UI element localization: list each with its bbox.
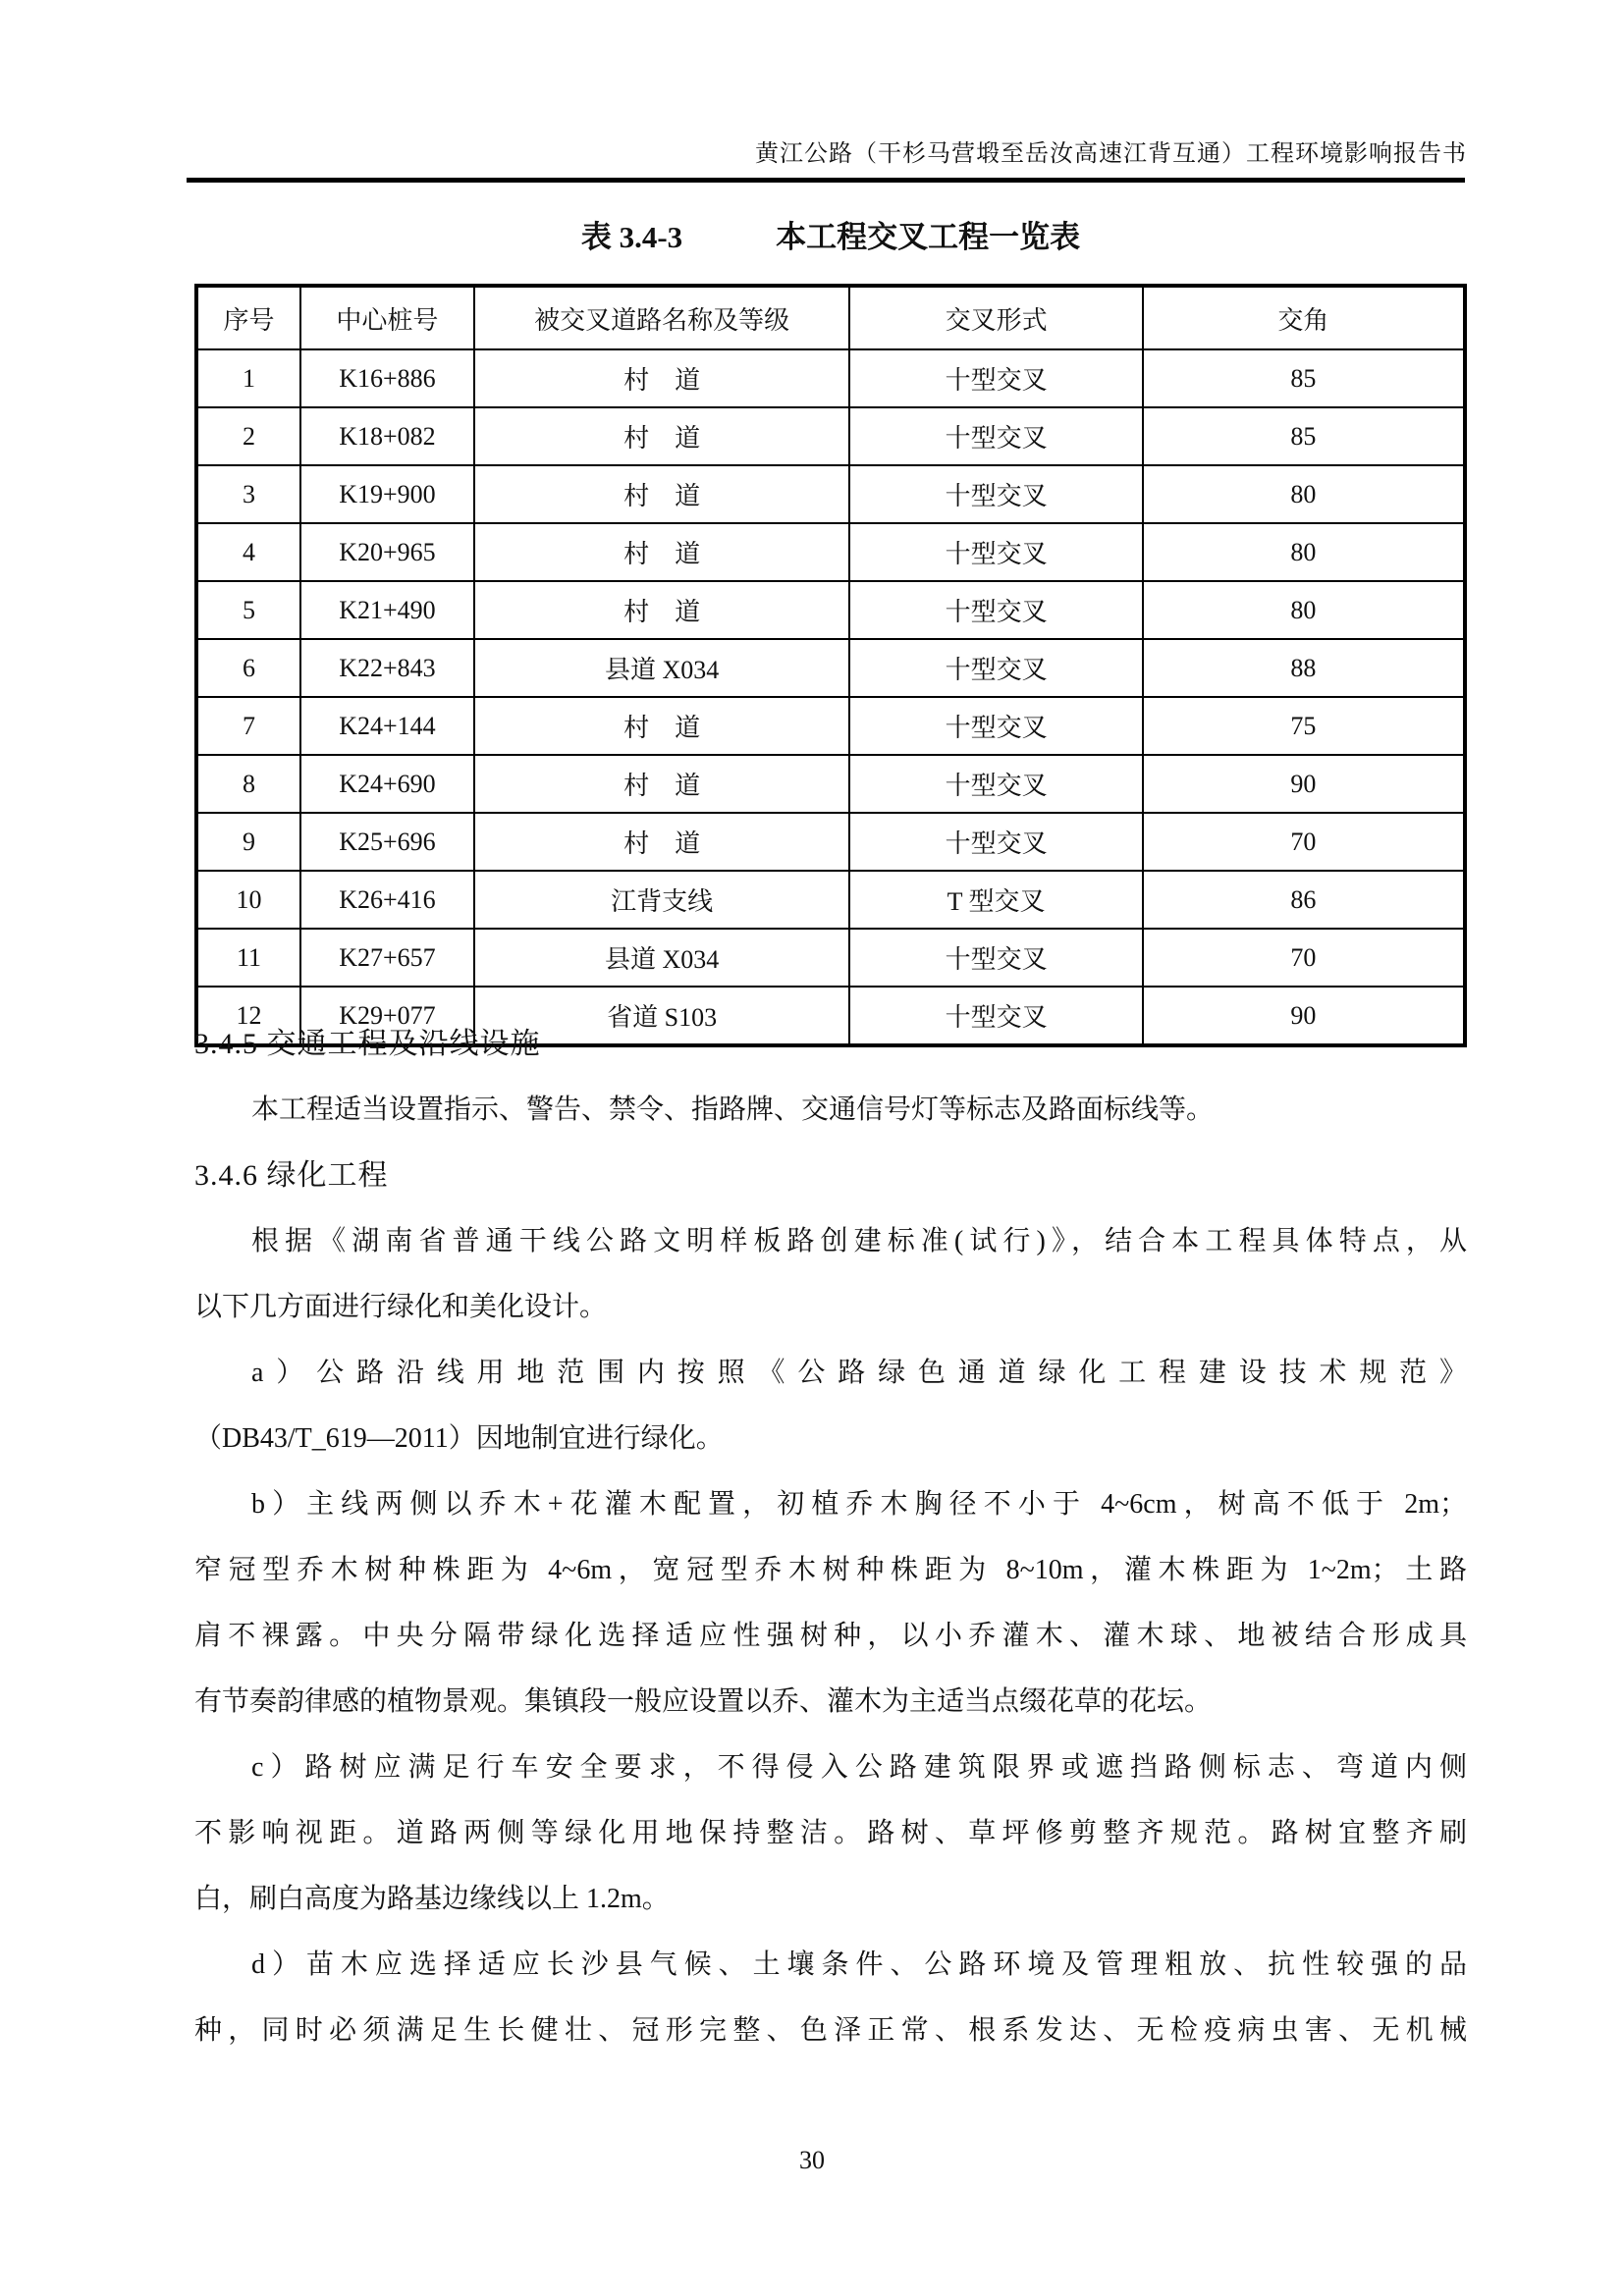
table-cell: 70 — [1143, 929, 1465, 987]
table-header-row — [196, 286, 1465, 349]
table-cell: K18+082 — [300, 407, 474, 465]
section-heading: 3.4.5 交通工程及沿线设施 — [194, 1028, 541, 1060]
paragraph-line: a）公路沿线用地范围内按照《公路绿色通道绿化工程建设技术规范》 — [251, 1358, 1467, 1388]
table-cell: K16+886 — [300, 349, 474, 407]
table-row — [196, 813, 1465, 871]
table-row — [196, 639, 1465, 697]
table-cell: 10 — [196, 871, 300, 929]
table-cell: 省道 S103 — [474, 987, 849, 1045]
table-cell: 12 — [196, 987, 300, 1045]
table-cell: 8 — [196, 755, 300, 813]
table-cell: 村 道 — [474, 755, 849, 813]
table-cell: K19+900 — [300, 465, 474, 523]
table-row — [196, 407, 1465, 465]
table-cell: 9 — [196, 813, 300, 871]
table-cell: 80 — [1143, 581, 1465, 639]
table-cell: K29+077 — [300, 987, 474, 1045]
table-cell: 75 — [1143, 697, 1465, 755]
column-header: 交叉形式 — [849, 286, 1142, 349]
table-cell: K25+696 — [300, 813, 474, 871]
table-cell: 村 道 — [474, 523, 849, 581]
table-cell: 11 — [196, 929, 300, 987]
table-cell: 7 — [196, 697, 300, 755]
table-cell: 80 — [1143, 523, 1465, 581]
table-cell: 十型交叉 — [849, 465, 1142, 523]
paragraph-line: 不影响视距。道路两侧等绿化用地保持整洁。路树、草坪修剪整齐规范。路树宜整齐刷 — [194, 1818, 1467, 1848]
table-cell: 4 — [196, 523, 300, 581]
table-caption-label: 表 3.4-3 — [580, 220, 683, 254]
table-cell: K26+416 — [300, 871, 474, 929]
table-cell: 县道 X034 — [474, 929, 849, 987]
running-header: 黄江公路（干杉马营塅至岳汝高速江背互通）工程环境影响报告书 — [755, 141, 1467, 167]
table-cell: 村 道 — [474, 581, 849, 639]
table-cell: 90 — [1143, 987, 1465, 1045]
table-cell: K21+490 — [300, 581, 474, 639]
table-cell: 1 — [196, 349, 300, 407]
table-cell: K24+144 — [300, 697, 474, 755]
table-row — [196, 871, 1465, 929]
table-cell: 村 道 — [474, 813, 849, 871]
page-number: 30 — [799, 2146, 825, 2174]
header-rule — [187, 178, 1465, 183]
table-cell: 86 — [1143, 871, 1465, 929]
table-row — [196, 523, 1465, 581]
table-cell: 85 — [1143, 407, 1465, 465]
table-cell: 十型交叉 — [849, 755, 1142, 813]
paragraph-line: 肩不裸露。中央分隔带绿化选择适应性强树种，以小乔灌木、灌木球、地被结合形成具 — [194, 1621, 1467, 1651]
table-cell: K22+843 — [300, 639, 474, 697]
table-cell: 6 — [196, 639, 300, 697]
table-caption — [194, 212, 1467, 256]
table-row — [196, 697, 1465, 755]
table-head — [196, 286, 1465, 349]
table-cell: 十型交叉 — [849, 929, 1142, 987]
table-cell: 江背支线 — [474, 871, 849, 929]
paragraph-line: 以下几方面进行绿化和美化设计。 — [194, 1292, 608, 1322]
paragraph-line: 白，刷白高度为路基边缘线以上 1.2m。 — [194, 1884, 670, 1914]
table-cell: T 型交叉 — [849, 871, 1142, 929]
section-heading: 3.4.6 绿化工程 — [194, 1159, 389, 1192]
paragraph-line: b）主线两侧以乔木+花灌木配置，初植乔木胸径不小于 4~6cm，树高不低于 2m； — [251, 1489, 1467, 1520]
table-cell: 十型交叉 — [849, 987, 1142, 1045]
column-header: 被交叉道路名称及等级 — [474, 286, 849, 349]
paragraph-line: 种，同时必须满足生长健壮、冠形完整、色泽正常、根系发达、无检疫病虫害、无机械 — [194, 2015, 1467, 2046]
column-header: 交角 — [1143, 286, 1465, 349]
table-body — [196, 349, 1465, 1045]
table-cell: 十型交叉 — [849, 349, 1142, 407]
table-row — [196, 581, 1465, 639]
table-cell: K24+690 — [300, 755, 474, 813]
table-cell: 村 道 — [474, 465, 849, 523]
column-header: 中心桩号 — [300, 286, 474, 349]
paragraph-line: （DB43/T_619—2011）因地制宜进行绿化。 — [194, 1423, 724, 1454]
table-cell: 十型交叉 — [849, 697, 1142, 755]
table-cell: K27+657 — [300, 929, 474, 987]
table-cell: K20+965 — [300, 523, 474, 581]
paragraph-line: 有节奏韵律感的植物景观。集镇段一般应设置以乔、灌木为主适当点缀花草的花坛。 — [194, 1686, 1213, 1717]
table-cell: 十型交叉 — [849, 581, 1142, 639]
table-row — [196, 929, 1465, 987]
table-cell: 2 — [196, 407, 300, 465]
table-cell: 村 道 — [474, 349, 849, 407]
table-row — [196, 755, 1465, 813]
crossings-table — [194, 284, 1467, 1047]
table-cell: 85 — [1143, 349, 1465, 407]
table-cell: 70 — [1143, 813, 1465, 871]
body-text — [194, 1011, 1467, 2063]
paragraph-line: c）路树应满足行车安全要求，不得侵入公路建筑限界或遮挡路侧标志、弯道内侧 — [251, 1752, 1467, 1783]
table-cell: 90 — [1143, 755, 1465, 813]
table-cell: 十型交叉 — [849, 523, 1142, 581]
table-cell: 88 — [1143, 639, 1465, 697]
table-cell: 十型交叉 — [849, 407, 1142, 465]
column-header: 序号 — [196, 286, 300, 349]
table-caption-title: 本工程交叉工程一览表 — [776, 220, 1081, 254]
table-cell: 县道 X034 — [474, 639, 849, 697]
table-cell: 80 — [1143, 465, 1465, 523]
paragraph-line: 根据《湖南省普通干线公路文明样板路创建标准(试行)》，结合本工程具体特点，从 — [251, 1226, 1467, 1256]
table-cell: 十型交叉 — [849, 639, 1142, 697]
crossings-table-wrap — [194, 284, 1467, 1047]
table-cell: 村 道 — [474, 697, 849, 755]
table-cell: 十型交叉 — [849, 813, 1142, 871]
table-cell: 村 道 — [474, 407, 849, 465]
table-cell: 5 — [196, 581, 300, 639]
table-cell: 3 — [196, 465, 300, 523]
paragraph-line: d）苗木应选择适应长沙县气候、土壤条件、公路环境及管理粗放、抗性较强的品 — [251, 1949, 1467, 1980]
table-row — [196, 349, 1465, 407]
paragraph-line: 窄冠型乔木树种株距为 4~6m，宽冠型乔木树种株距为 8~10m，灌木株距为 1~2m；土路 — [194, 1555, 1467, 1585]
table-row — [196, 465, 1465, 523]
paragraph-line: 本工程适当设置指示、警告、禁令、指路牌、交通信号灯等标志及路面标线等。 — [251, 1095, 1215, 1125]
